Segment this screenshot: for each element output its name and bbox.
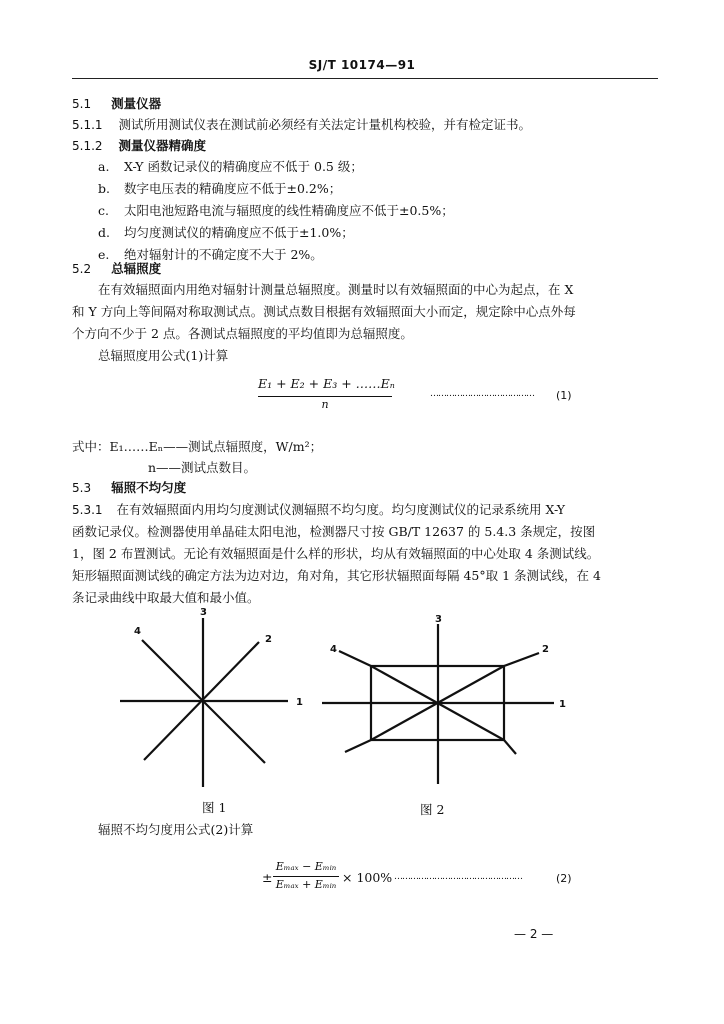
section-text: 测试所用测试仪表在测试前必须经有关法定计量机构校验，并有检定证书。 <box>118 117 532 132</box>
formula1-denominator: n <box>321 398 329 411</box>
section-number: 5.2 <box>72 262 92 276</box>
formula2-dots: ………………………………………… <box>394 872 522 882</box>
item-text: 均匀度测试仪的精确度应不低于±1.0%； <box>124 225 354 240</box>
item-text: 数字电压表的精确度应不低于±0.2%； <box>124 181 342 196</box>
fig2-line-4-ext <box>339 651 371 666</box>
section-title: 测量仪器 <box>111 96 162 111</box>
formula2-times-100: × 100% <box>342 870 393 885</box>
fig2-label-4: 4 <box>330 644 337 655</box>
paragraph-line: 函数记录仪。检测器使用单晶硅太阳电池，检测器尺寸按 GB/T 12637 的 5.4.3 条规定，按图 <box>72 524 596 539</box>
paragraph-line: 在有效辐照面内用绝对辐射计测量总辐照度。测量时以有效辐照面的中心为起点，在 X <box>98 282 574 297</box>
paragraph-line: 条记录曲线中取最大值和最小值。 <box>72 590 260 605</box>
section-number: 5.1 <box>72 97 92 111</box>
formula1-numerator: E₁ + E₂ + E₃ + ……Eₙ <box>258 376 395 391</box>
item-label: b. <box>98 181 110 196</box>
formula2-numerator: Eₘₐₓ − Eₘᵢₙ <box>275 860 337 873</box>
section-number: 5.1.2 <box>72 139 103 153</box>
item-label: c. <box>98 203 109 218</box>
fig2-label-3: 3 <box>435 614 442 625</box>
section-number: 5.3 <box>72 481 92 495</box>
paragraph-line: 矩形辐照面测试线的确定方法为边对边，角对角，其它形状辐照面每隔 45°取 1 条测试线，在 4 <box>72 568 601 583</box>
formula2-fraction-bar <box>273 876 339 877</box>
standard-code-header: SJ/T 10174—91 <box>308 58 416 72</box>
formula2-denominator: Eₘₐₓ + Eₘᵢₙ <box>275 878 337 891</box>
section-number: 5.1.1 <box>72 118 103 132</box>
section-number: 5.3.1 <box>72 503 103 517</box>
formula-intro: 总辐照度用公式(1)计算 <box>98 348 229 363</box>
fig2-label-2: 2 <box>542 644 549 655</box>
item-label: e. <box>98 247 110 262</box>
figure-2-caption: 图 2 <box>420 802 445 817</box>
section-title: 总辐照度 <box>111 261 162 276</box>
fig1-label-1: 1 <box>296 697 303 708</box>
fig2-line-4-ext2 <box>504 740 516 754</box>
figure-1-caption: 图 1 <box>202 800 227 815</box>
item-text: 太阳电池短路电流与辐照度的线性精确度应不低于±0.5%； <box>124 203 454 218</box>
item-label: d. <box>98 225 110 240</box>
paragraph-line: 和 Y 方向上等间隔对称取测试点。测试点数目根据有效辐照面大小而定，规定除中心点外每 <box>72 304 576 319</box>
item-text: X-Y 函数记录仪的精确度应不低于 0.5 级； <box>124 159 363 174</box>
formula1-dots: ………………………………… <box>430 389 534 399</box>
paragraph-text: 在有效辐照面内用均匀度测试仪测辐照不均匀度。均匀度测试仪的记录系统用 X-Y <box>116 502 566 517</box>
formula1-where-n: n——测试点数目。 <box>148 460 257 475</box>
item-label: a. <box>98 159 110 174</box>
formula2-label: (2) <box>556 872 572 885</box>
formula2-plus-minus: ± <box>262 870 273 885</box>
fig1-label-3: 3 <box>200 607 207 618</box>
fig1-label-4: 4 <box>134 626 141 637</box>
fig2-line-2-ext2 <box>345 740 371 752</box>
formula1-where: 式中：E₁……Eₙ——测试点辐照度，W/m²； <box>72 439 323 454</box>
formula2-intro: 辐照不均匀度用公式(2)计算 <box>98 822 254 837</box>
formula1-label: (1) <box>556 389 572 402</box>
item-text: 绝对辐射计的不确定度不大于 2%。 <box>124 247 323 262</box>
section-title: 测量仪器精确度 <box>118 138 207 153</box>
fig2-line-2-ext <box>504 653 539 666</box>
fig2-label-1: 1 <box>559 699 566 710</box>
section-title: 辐照不均匀度 <box>111 480 187 495</box>
fig1-label-2: 2 <box>265 634 272 645</box>
page-number: — 2 — <box>514 927 554 941</box>
paragraph-line: 1，图 2 布置测试。无论有效辐照面是什么样的形状，均从有效辐照面的中心处取 4 条测试线。 <box>72 546 600 561</box>
paragraph-line: 个方向不少于 2 点。各测试点辐照度的平均值即为总辐照度。 <box>72 326 413 341</box>
